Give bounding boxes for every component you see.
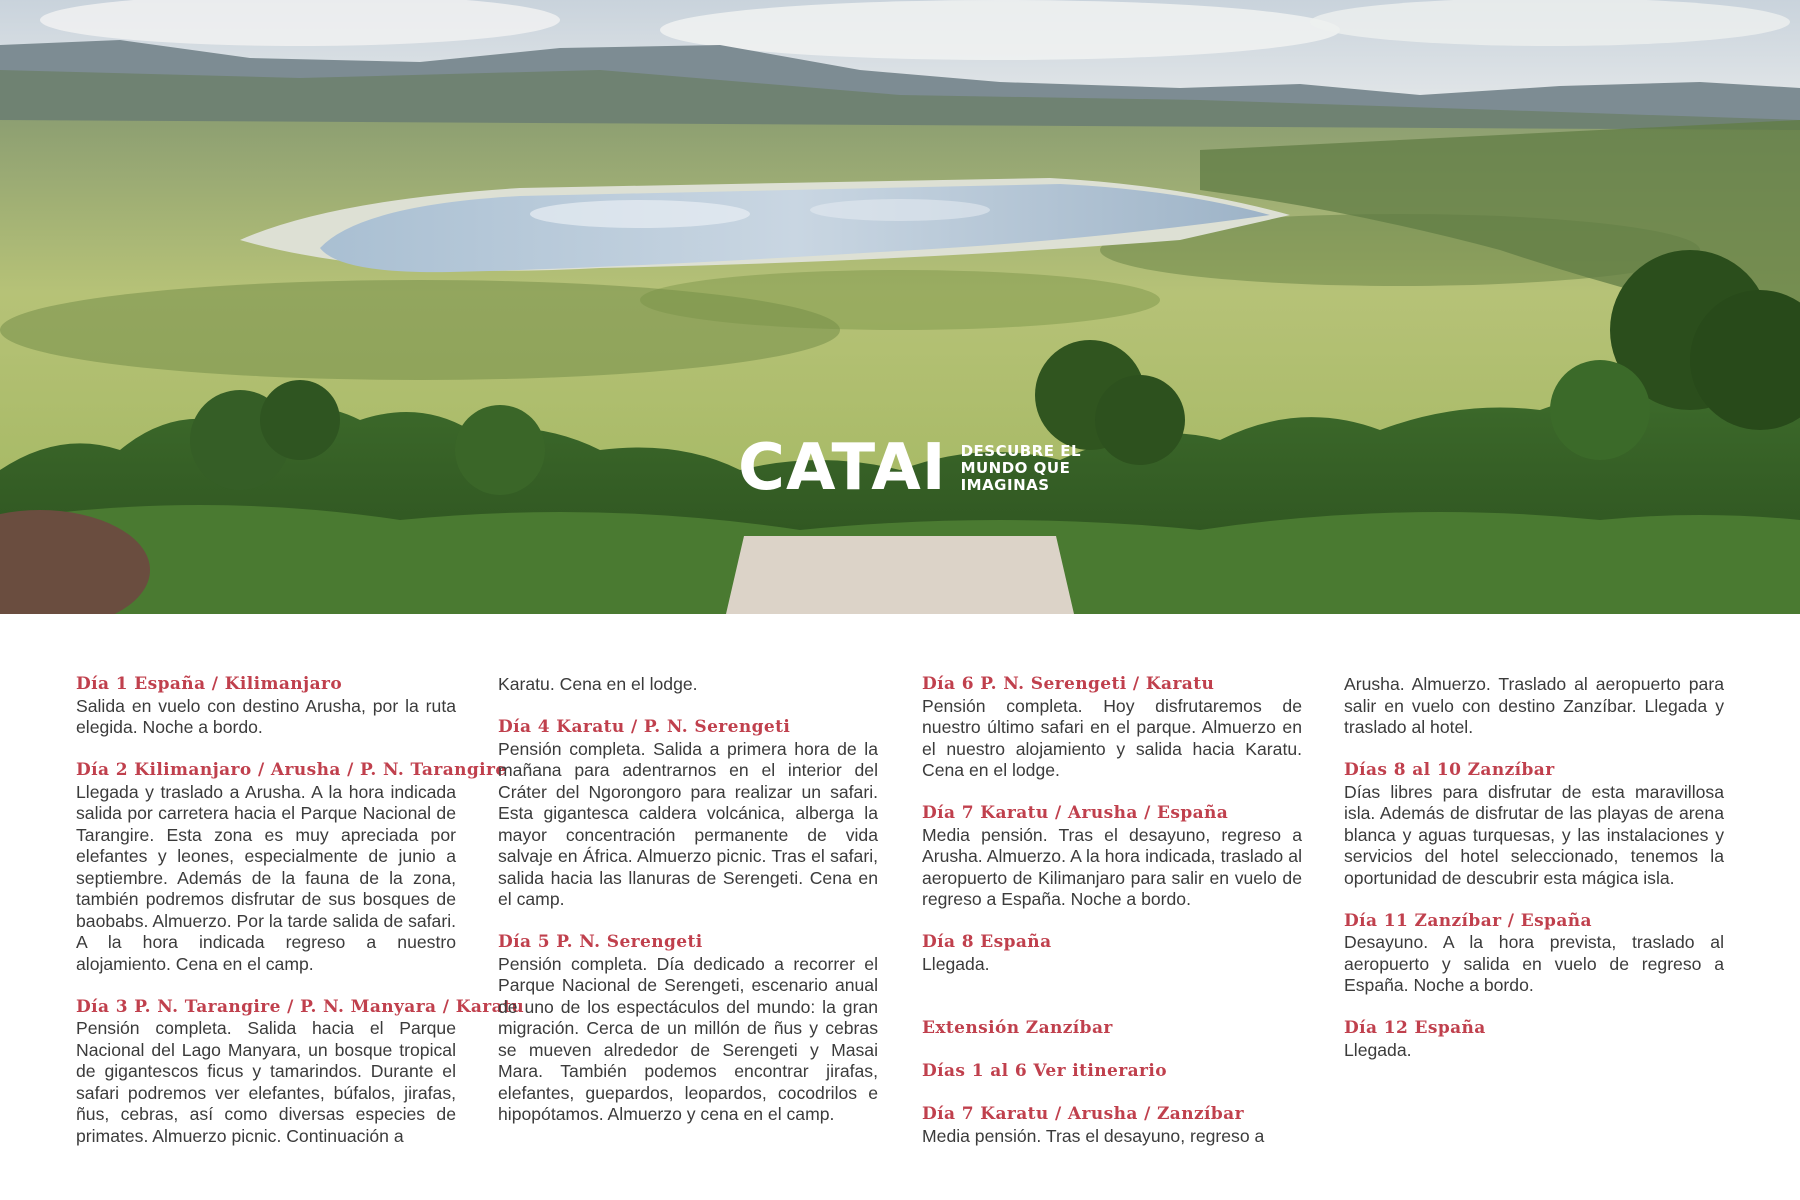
hero-tab-shape: [726, 536, 1074, 614]
day-text: Llegada.: [922, 953, 990, 974]
itinerary-column-3: [922, 674, 1302, 1147]
day-text: Llegada y traslado a Arusha. A la hora indicada salida por carretera hacia el Parque Nacional de Tarangire. Esta zona es muy apreciada por elefantes y leones, especialmente de junio a septiembre. Además de la fauna de la zona, también podremos disfrutar de sus bosques de baobabs. Almuerzo. Por la tarde salida de safari. A la hora indicada regreso a nuestro alojamiento. Cena en el camp.: [76, 781, 456, 974]
day-text: Desayuno. A la hora prevista, traslado al aeropuerto y salida en vuelo de regreso a España. Noche a bordo.: [1344, 932, 1724, 995]
day-text: Pensión completa. Hoy disfrutaremos de nuestro último safari en el parque. Almuerzo en el nuestro alojamiento y salida hacia Karatu. Cena en el lodge.: [922, 695, 1302, 780]
brand-tagline-line: MUNDO QUE: [960, 458, 1071, 477]
day-text: Salida en vuelo con destino Arusha, por la ruta elegida. Noche a bordo.: [76, 695, 456, 737]
day-heading: Día 11 Zanzíbar / España: [1344, 910, 1592, 931]
brand-name: CATAI: [738, 431, 947, 505]
extension-heading: Extensión Zanzíbar: [922, 1018, 1113, 1038]
itinerary-column-4: [1344, 674, 1724, 1061]
day-heading: Día 12 España: [1344, 1018, 1486, 1038]
brand-logo: [738, 431, 1082, 505]
day-heading: Día 3 P. N. Tarangire / P. N. Manyara / Karatu: [76, 996, 525, 1017]
day-text: Pensión completa. Salida hacia el Parque Nacional del Lago Manyara, un bosque tropical de gigantescos ficus y tamarindos. Durante el safari podremos ver elefantes, búfalos, jirafas, ñus, cebras, así como diversas especies de primates. Almuerzo picnic. Continuación a: [76, 1018, 456, 1146]
day-heading: Día 4 Karatu / P. N. Serengeti: [498, 717, 791, 737]
day-heading: Día 6 P. N. Serengeti / Karatu: [922, 674, 1215, 694]
day-text: Media pensión. Tras el desayuno, regreso a: [922, 1125, 1265, 1146]
day-text: Pensión completa. Día dedicado a recorrer el Parque Nacional de Serengeti, escenario anual de uno de los espectáculos del mundo: la gran migración. Cerca de un millón de ñus y cebras se mueven alrededor de Serengeti y Masai Mara. También podemos encontrar jirafas, elefantes, guepardos, leopardos, cocodrilos e hipopótamos. Almuerzo y cena en el camp.: [498, 953, 878, 1124]
day-text: Media pensión. Tras el desayuno, regreso a Arusha. Almuerzo. A la hora indicada, traslado al aeropuerto de Kilimanjaro para salir en vuelo de regreso a España. Noche a bordo.: [922, 824, 1302, 909]
day-heading: Día 7 Karatu / Arusha / España: [922, 803, 1229, 823]
day-heading: Días 1 al 6 Ver itinerario: [922, 1061, 1167, 1081]
day-text: Pensión completa. Salida a primera hora de la mañana para adentrarnos en el interior del Cráter del Ngorongoro para realizar un safari. Esta gigantesca caldera volcánica, alberga la mayor concentración permanente de vida salvaje en África. Almuerzo picnic. Tras el safari, salida hacia las llanuras de Serengeti. Cena en el camp.: [498, 738, 878, 909]
itinerary-column-1: [76, 674, 525, 1147]
day-heading: Día 2 Kilimanjaro / Arusha / P. N. Tarangire: [76, 760, 507, 780]
day-heading: Día 1 España / Kilimanjaro: [76, 674, 343, 694]
brand-tagline-line: DESCUBRE EL: [960, 441, 1082, 460]
day-heading: Día 8 España: [922, 932, 1052, 952]
day-text: Días libres para disfrutar de esta maravillosa isla. Además de disfrutar de las playas de arena blanca y aguas turquesas, y las instalaciones y servicios del hotel seleccionado, tenemos la oportunidad de descubrir esta mágica isla.: [1344, 781, 1724, 888]
day-heading: Día 5 P. N. Serengeti: [498, 932, 703, 952]
day-heading: Días 8 al 10 Zanzíbar: [1344, 760, 1555, 780]
day-text-continued: Karatu. Cena en el lodge.: [498, 674, 698, 694]
itinerary-column-2: [498, 674, 878, 1126]
brand-tagline-line: IMAGINAS: [960, 475, 1050, 494]
day-heading: Día 7 Karatu / Arusha / Zanzíbar: [922, 1104, 1244, 1124]
day-text-continued: Arusha. Almuerzo. Traslado al aeropuerto para salir en vuelo con destino Zanzíbar. Llegada y traslado al hotel.: [1344, 674, 1724, 737]
day-text: Llegada.: [1344, 1039, 1412, 1060]
brand-tagline: [961, 443, 1081, 494]
